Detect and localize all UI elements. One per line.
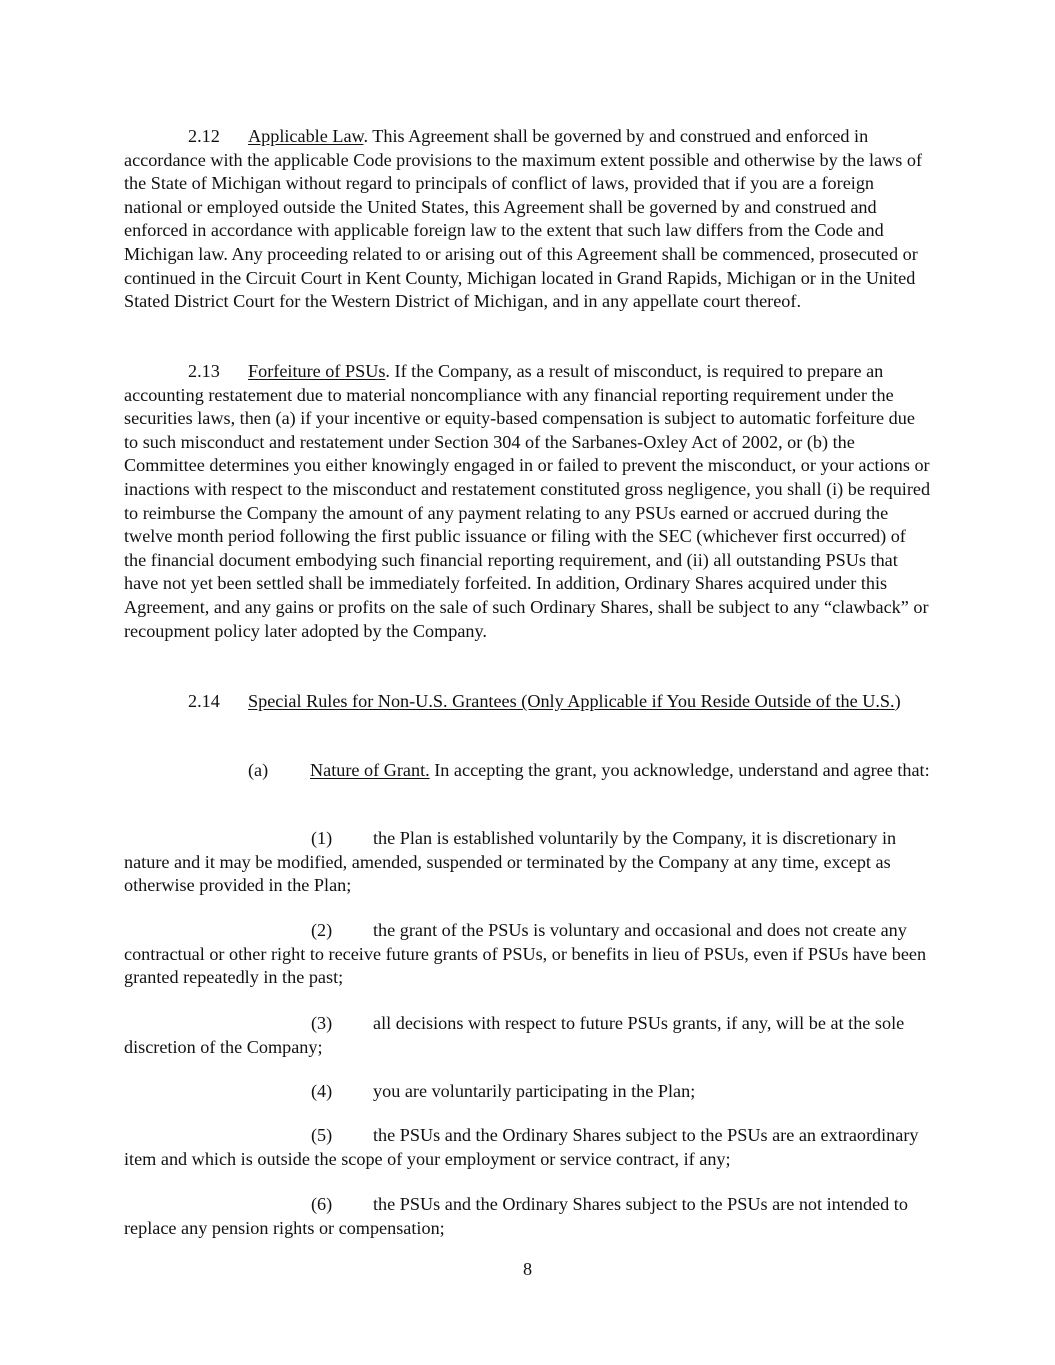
item-text: the PSUs and the Ordinary Shares subject to the PSUs are not intended to replace any pension rights or compensation;	[124, 1194, 908, 1238]
section-2-14	[124, 690, 932, 714]
section-body: . If the Company, as a result of misconduct, is required to prepare an accounting restatement due to material noncompliance with any financial reporting requirement under the securities laws, then (a) if your incentive or equity-based compensation is subject to automatic forfeiture due to such misconduct and restatement under Section 304 of the Sarbanes-Oxley Act of 2002, or (b) the Committee determines you either knowingly engaged in or failed to prevent the misconduct, or your actions or inactions with respect to the misconduct and restatement constituted gross negligence, you shall (i) be required to reimburse the Company the amount of any payment relating to any PSUs earned or accrued during the twelve month period following the first public issuance or filing with the SEC (whichever first occurred) of the financial document embodying such financial reporting requirement, and (ii) all outstanding PSUs that have not yet been settled shall be immediately forfeited. In addition, Ordinary Shares acquired under this Agreement, and any gains or profits on the sale of such Ordinary Shares, shall be subject to any “clawback” or recoupment policy later adopted by the Company.	[124, 361, 931, 641]
item-number: (5)	[311, 1125, 333, 1145]
list-item	[124, 1124, 932, 1171]
list-item	[124, 1012, 932, 1059]
section-2-14-a	[124, 759, 932, 783]
item-text: the grant of the PSUs is voluntary and occasional and does not create any contractual or other right to receive future grants of PSUs, or benefits in lieu of PSUs, even if PSUs have been granted repeatedly in the past;	[124, 920, 927, 988]
section-body: . This Agreement shall be governed by and construed and enforced in accordance with the applicable Code provisions to the maximum extent possible and otherwise by the laws of the State of Michigan without regard to principals of conflict of laws, provided that if you are a foreign national or employed outside the United States, this Agreement shall be governed by and construed and enforced in accordance with applicable foreign law to the extent that such law differs from the Code and Michigan law. Any proceeding related to or arising out of this Agreement shall be commenced, prosecuted or continued in the Circuit Court in Kent County, Michigan located in Grand Rapids, Michigan or in the United Stated District Court for the Western District of Michigan, and in any appellate court thereof.	[124, 126, 923, 312]
list-item	[124, 919, 932, 990]
list-item	[124, 827, 932, 898]
section-number: 2.14	[188, 691, 220, 711]
section-heading: Special Rules for Non-U.S. Grantees (Only Applicable if You Reside Outside of the U.S.	[248, 691, 895, 711]
section-body: )	[894, 691, 901, 711]
subsection-number: (a)	[248, 760, 269, 780]
list-item	[124, 1193, 932, 1240]
section-number: 2.13	[188, 361, 220, 381]
item-text: you are voluntarily participating in the Plan;	[373, 1081, 696, 1101]
item-text: all decisions with respect to future PSUs grants, if any, will be at the sole discretion of the Company;	[124, 1013, 905, 1057]
section-2-12	[124, 125, 932, 314]
item-number: (1)	[311, 828, 333, 848]
list-item	[124, 1080, 932, 1104]
item-number: (6)	[311, 1194, 333, 1214]
section-heading: Forfeiture of PSUs	[248, 361, 386, 381]
item-number: (3)	[311, 1013, 333, 1033]
page-number: 8	[522, 1259, 533, 1279]
subsection-heading: Nature of Grant.	[310, 760, 430, 780]
item-text: the Plan is established voluntarily by the Company, it is discretionary in nature and it may be modified, amended, suspended or terminated by the Company at any time, except as otherwise provided in the Plan;	[124, 828, 897, 896]
section-2-13	[124, 360, 932, 643]
item-number: (2)	[311, 920, 333, 940]
section-number: 2.12	[188, 126, 220, 146]
item-number: (4)	[311, 1081, 333, 1101]
item-text: the PSUs and the Ordinary Shares subject to the PSUs are an extraordinary item and which is outside the scope of your employment or service contract, if any;	[124, 1125, 919, 1169]
subsection-body: In accepting the grant, you acknowledge, understand and agree that:	[429, 760, 930, 780]
section-heading: Applicable Law	[248, 126, 364, 146]
